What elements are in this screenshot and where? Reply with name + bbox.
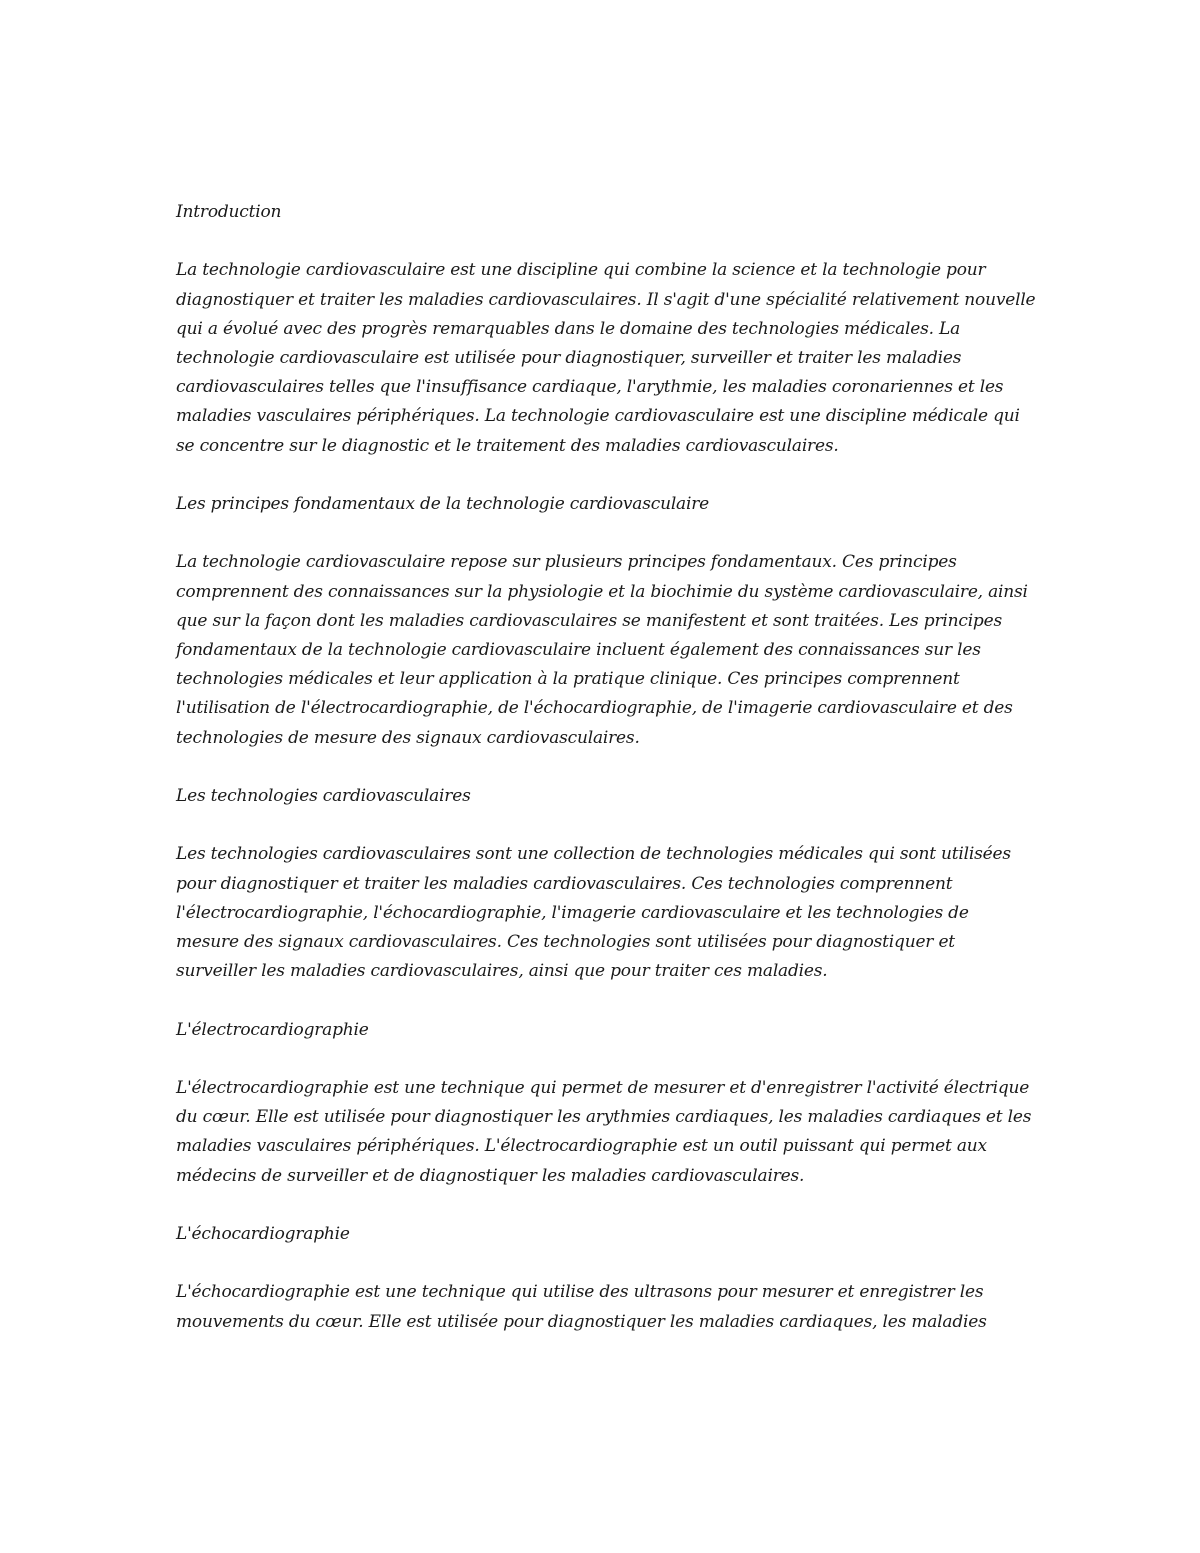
paragraph-electrocardiographie: L'électrocardiographie est une technique qui permet de mesurer et d'enregistrer l'activité électrique du cœur. Elle est utilisée pour diagnostiquer les arythmies cardiaques, les maladies cardiaques et les maladies vasculaires périphériques. L'électrocardiographie est un outil puissant qui permet aux médecins de surveiller et de diagnostiquer les maladies cardiovasculaires. xyxy=(176,1077,1032,1186)
document-body xyxy=(176,198,1036,1366)
section-heading-principes: Les principes fondamentaux de la technologie cardiovasculaire xyxy=(176,494,710,514)
section-heading-technologies: Les technologies cardiovasculaires xyxy=(176,786,471,806)
paragraph-echocardiographie: L'échocardiographie est une technique qui utilise des ultrasons pour mesurer et enregistrer les mouvements du cœur. Elle est utilisée pour diagnostiquer les maladies cardiaques, les maladies xyxy=(176,1282,987,1332)
paragraph-technologies: Les technologies cardiovasculaires sont une collection de technologies médicales qui sont utilisées pour diagnostiquer et traiter les maladies cardiovasculaires. Ces technologies comprennent l'électrocardiographie, l'échocardiographie, l'imagerie cardiovasculaire et les technologies de mesure des signaux cardiovasculaires. Ces technologies sont utilisées pour diagnostiquer et surveiller les maladies cardiovasculaires, ainsi que pour traiter ces maladies. xyxy=(176,844,1011,982)
paragraph-principes: La technologie cardiovasculaire repose sur plusieurs principes fondamentaux. Ces principes comprennent des connaissances sur la physiologie et la biochimie du système cardiovasculaire, ainsi que sur la façon dont les maladies cardiovasculaires se manifestent et sont traitées. Les principes fondamentaux de la technologie cardiovasculaire incluent également des connaissances sur les technologies médicales et leur application à la pratique clinique. Ces principes comprennent l'utilisation de l'électrocardiographie, de l'échocardiographie, de l'imagerie cardiovasculaire et des technologies de mesure des signaux cardiovasculaires. xyxy=(176,552,1028,748)
section-heading-introduction: Introduction xyxy=(176,202,282,222)
section-heading-electrocardiographie: L'électrocardiographie xyxy=(176,1019,369,1040)
paragraph-introduction: La technologie cardiovasculaire est une discipline qui combine la science et la technologie pour diagnostiquer et traiter les maladies cardiovasculaires. Il s'agit d'une spécialité relativement nouvelle qui a évolué avec des progrès remarquables dans le domaine des technologies médicales. La technologie cardiovasculaire est utilisée pour diagnostiquer, surveiller et traiter les maladies cardiovasculaires telles que l'insuffisance cardiaque, l'arythmie, les maladies coronariennes et les maladies vasculaires périphériques. La technologie cardiovasculaire est une discipline médicale qui se concentre sur le diagnostic et le traitement des maladies cardiovasculaires. xyxy=(176,260,1036,456)
section-heading-echocardiographie: L'échocardiographie xyxy=(176,1223,350,1244)
